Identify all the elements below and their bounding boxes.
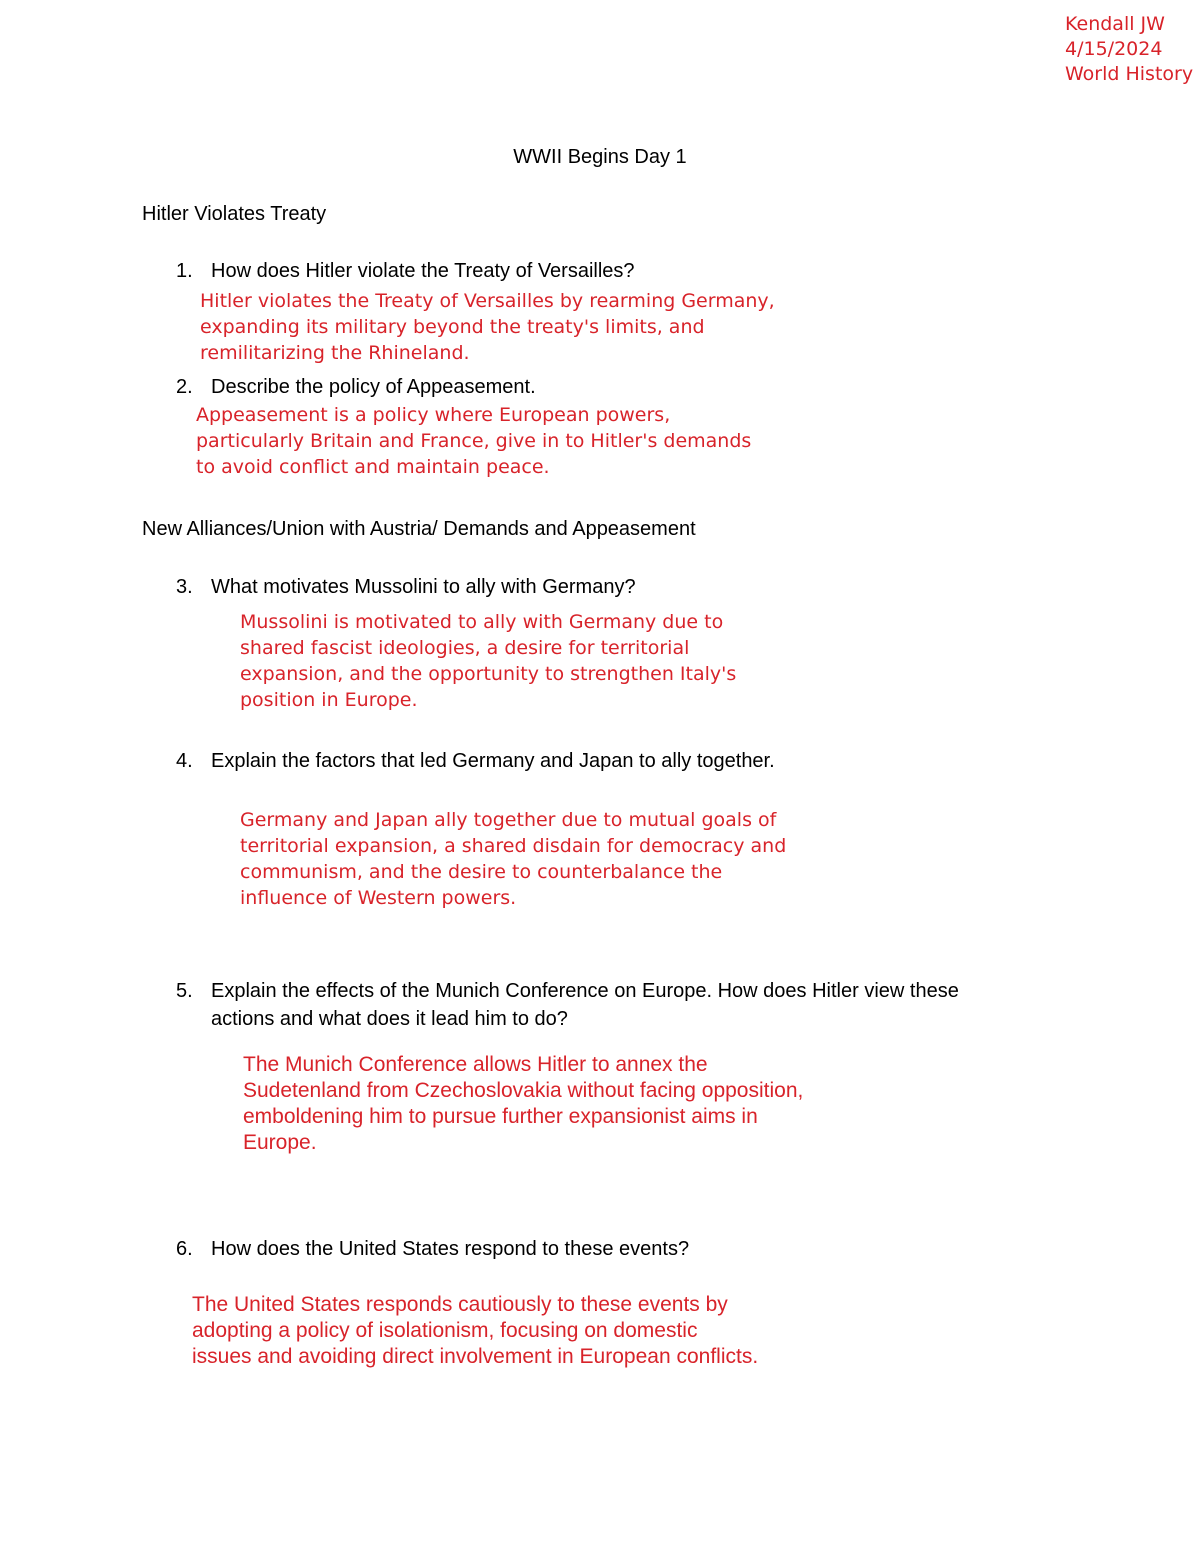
question-text-line-1: Explain the effects of the Munich Conference on Europe. How does Hitler view these: [211, 980, 959, 1002]
answer-1: [200, 288, 775, 366]
answer-line: expanding its military beyond the treaty's limits, and: [200, 316, 705, 338]
question-number: 3.: [176, 576, 193, 598]
student-header: [1065, 12, 1193, 87]
answer-line: influence of Western powers.: [240, 887, 517, 909]
answer-line: adopting a policy of isolationism, focusing on domestic: [192, 1319, 698, 1342]
answer-line: Europe.: [243, 1131, 317, 1154]
answer-line: issues and avoiding direct involvement in European conflicts.: [192, 1345, 759, 1368]
course-name: World History: [1065, 63, 1194, 85]
answer-line: Sudetenland from Czechoslovakia without facing opposition,: [243, 1079, 804, 1102]
answer-line: to avoid conflict and maintain peace.: [196, 456, 550, 478]
answer-line: Hitler violates the Treaty of Versailles by rearming Germany,: [200, 290, 775, 312]
answer-5: [243, 1052, 803, 1156]
section-heading-hitler-violates-treaty: Hitler Violates Treaty: [142, 203, 327, 225]
question-text: Describe the policy of Appeasement.: [211, 376, 536, 398]
question-text: Explain the factors that led Germany and Japan to ally together.: [211, 750, 775, 772]
answer-line: The Munich Conference allows Hitler to annex the: [243, 1053, 708, 1076]
question-number: 6.: [176, 1238, 193, 1260]
answer-line: shared fascist ideologies, a desire for territorial: [240, 637, 690, 659]
answer-line: remilitarizing the Rhineland.: [200, 342, 470, 364]
answer-3: [240, 609, 736, 713]
student-name: Kendall JW: [1065, 13, 1165, 35]
answer-line: Germany and Japan ally together due to mutual goals of: [240, 809, 777, 831]
question-text: How does Hitler violate the Treaty of Versailles?: [211, 260, 635, 282]
answer-line: territorial expansion, a shared disdain for democracy and: [240, 835, 787, 857]
answer-line: Mussolini is motivated to ally with Germany due to: [240, 611, 724, 633]
answer-line: communism, and the desire to counterbalance the: [240, 861, 723, 883]
answer-4: [240, 807, 786, 911]
question-number: 4.: [176, 750, 193, 772]
answer-line: particularly Britain and France, give in to Hitler's demands: [196, 430, 752, 452]
answer-6: [192, 1292, 758, 1370]
question-number: 5.: [176, 980, 193, 1002]
assignment-date: 4/15/2024: [1065, 38, 1163, 60]
answer-line: expansion, and the opportunity to strengthen Italy's: [240, 663, 737, 685]
section-heading-new-alliances: New Alliances/Union with Austria/ Demands and Appeasement: [142, 518, 696, 540]
question-number: 1.: [176, 260, 193, 282]
question-number: 2.: [176, 376, 193, 398]
question-text: How does the United States respond to these events?: [211, 1238, 690, 1260]
answer-line: position in Europe.: [240, 689, 418, 711]
answer-line: emboldening him to pursue further expansionist aims in: [243, 1105, 758, 1128]
answer-line: The United States responds cautiously to these events by: [192, 1293, 728, 1316]
page-title: WWII Begins Day 1: [513, 146, 687, 168]
question-text-line-2: actions and what does it lead him to do?: [211, 1008, 568, 1030]
answer-line: Appeasement is a policy where European powers,: [196, 404, 671, 426]
question-text: What motivates Mussolini to ally with Germany?: [211, 576, 636, 598]
answer-2: [196, 402, 751, 480]
